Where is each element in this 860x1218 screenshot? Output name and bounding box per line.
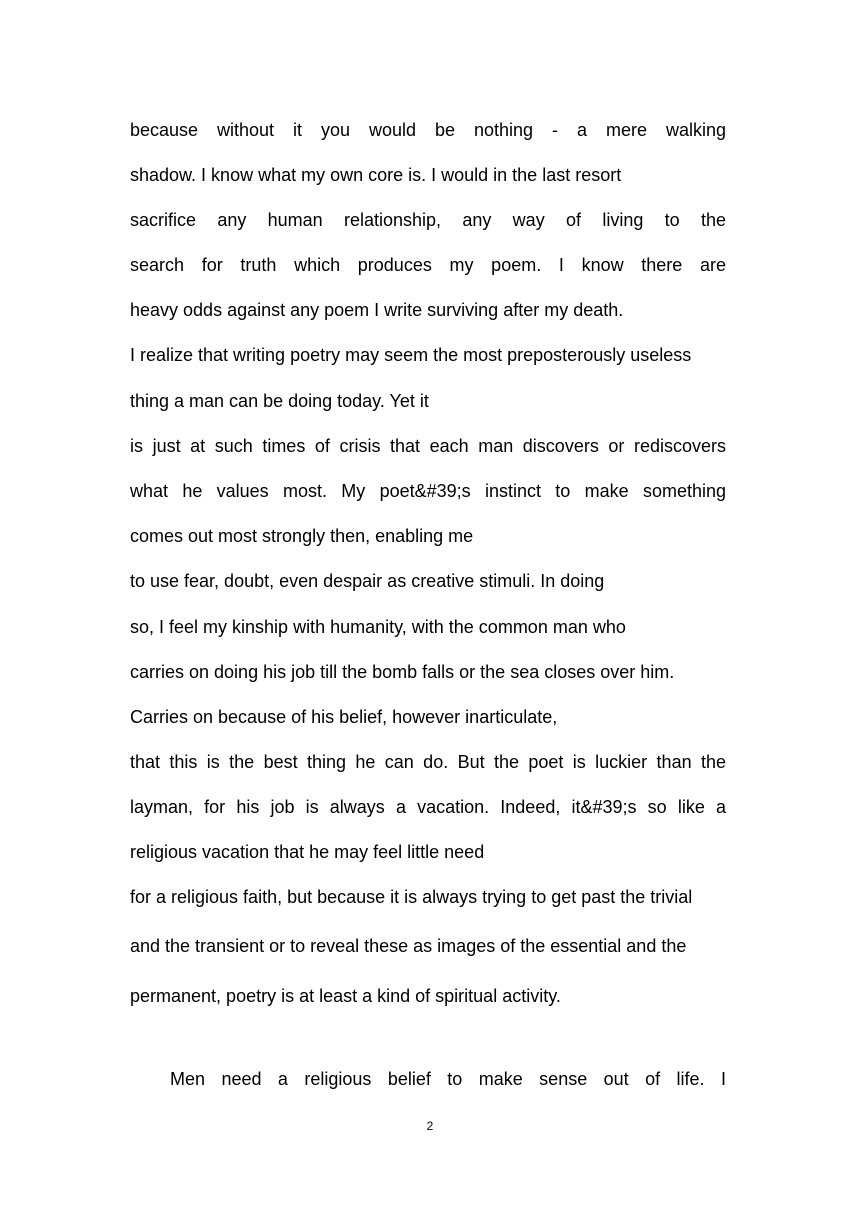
text-line: that this is the best thing he can do. But the poet is luckier than the [130, 752, 726, 772]
text-line: comes out most strongly then, enabling me [130, 526, 474, 546]
text-line: because without it you would be nothing - a mere walking [130, 120, 726, 140]
text-line: for a religious faith, but because it is always trying to get past the trivial [130, 887, 693, 907]
text-line: is just at such times of crisis that each man discovers or rediscovers [130, 436, 726, 456]
text-line: carries on doing his job till the bomb falls or the sea closes over him. [130, 662, 675, 682]
text-line: what he values most. My poet&#39;s instinct to make something [130, 481, 726, 501]
text-line: thing a man can be doing today. Yet it [130, 391, 429, 411]
text-line: so, I feel my kinship with humanity, with the common man who [130, 617, 626, 637]
text-line: to use fear, doubt, even despair as creative stimuli. In doing [130, 571, 605, 591]
text-line: shadow. I know what my own core is. I would in the last resort [130, 165, 622, 185]
text-line: I realize that writing poetry may seem the most preposterously useless [130, 345, 692, 365]
text-line: sacrifice any human relationship, any way of living to the [130, 210, 726, 230]
text-line: heavy odds against any poem I write surviving after my death. [130, 300, 624, 320]
text-line: and the transient or to reveal these as images of the essential and the [130, 936, 687, 956]
text-line: Carries on because of his belief, however inarticulate, [130, 707, 558, 727]
text-line: search for truth which produces my poem. I know there are [130, 255, 726, 275]
text-line: layman, for his job is always a vacation. Indeed, it&#39;s so like a [130, 797, 726, 817]
text-line: permanent, poetry is at least a kind of spiritual activity. [130, 986, 561, 1006]
page-number: 2 [426, 1119, 434, 1133]
paragraph-first-line: Men need a religious belief to make sense out of life. I [170, 1069, 726, 1089]
text-line: religious vacation that he may feel little need [130, 842, 485, 862]
